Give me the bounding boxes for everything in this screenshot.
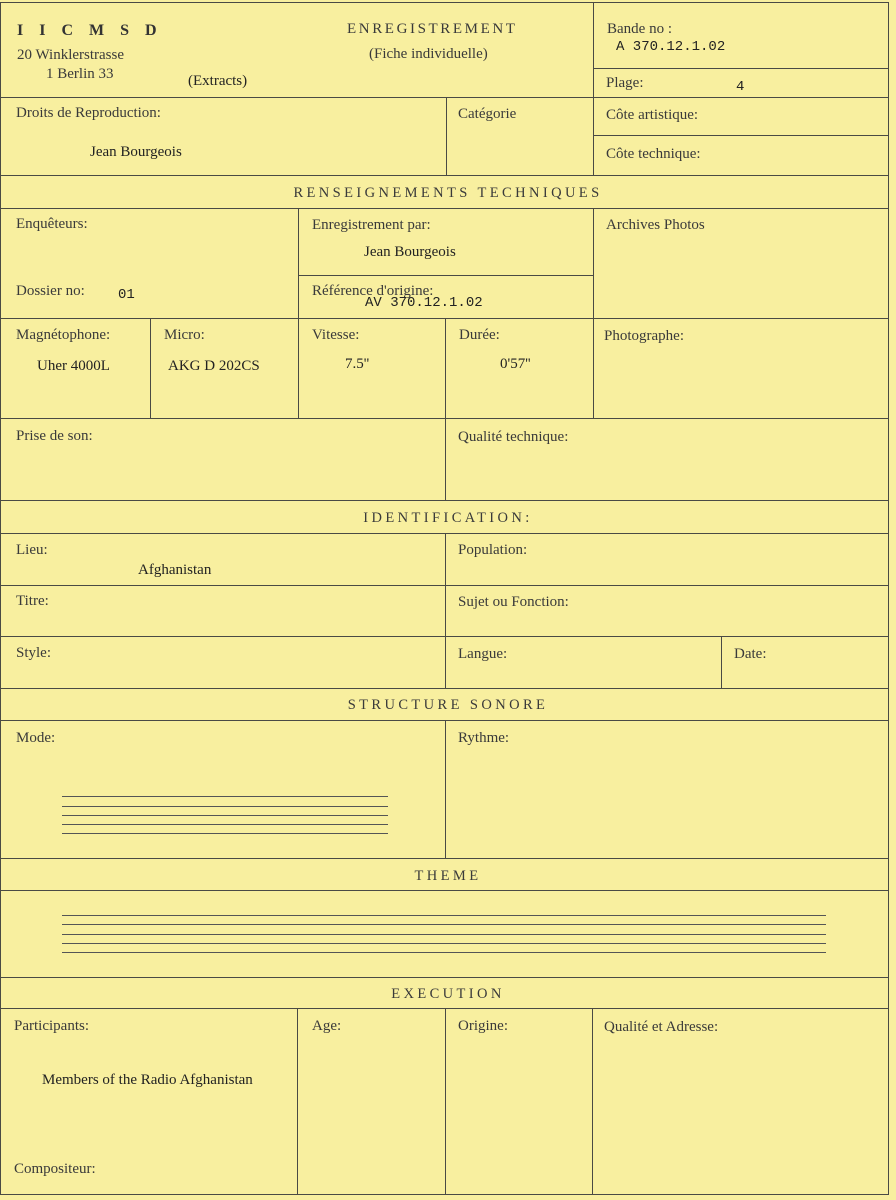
magnetophone-value: Uher 4000L (37, 358, 110, 374)
droits-value: Jean Bourgeois (90, 144, 182, 160)
rule-top (0, 2, 889, 3)
rule-right (888, 2, 889, 1194)
droits-label: Droits de Reproduction: (16, 105, 161, 121)
magnetophone-label: Magnétophone: (16, 327, 111, 343)
address-line-2: 1 Berlin 33 (46, 66, 114, 82)
titre-label: Titre: (16, 593, 49, 609)
rule-tech-title (0, 208, 889, 209)
sujet-label: Sujet ou Fonction: (458, 594, 569, 610)
address-line-1: 20 Winklerstrasse (17, 47, 125, 63)
plage-label: Plage: (606, 75, 644, 91)
style-label: Style: (16, 645, 52, 661)
extracts-note: (Extracts) (188, 73, 248, 89)
section-title-execution: EXECUTION (391, 986, 505, 1002)
rule-theme-bottom (0, 977, 889, 978)
mode-label: Mode: (16, 730, 56, 746)
micro-label: Micro: (164, 327, 205, 343)
rule-mode-bottom (0, 858, 889, 859)
enregistrement-par-label: Enregistrement par: (312, 217, 431, 233)
rule-qualite-adresse-left (592, 1008, 593, 1194)
rule-left (0, 2, 1, 1194)
duree-value: 0'57'' (500, 356, 531, 372)
rule-origine-left (445, 1008, 446, 1194)
participants-label: Participants: (14, 1018, 89, 1034)
rule-qualite-left (445, 418, 446, 500)
rule-header-right (593, 2, 594, 175)
dossier-value: 01 (118, 287, 135, 303)
dossier-label: Dossier no: (16, 283, 85, 299)
compositeur-label: Compositeur: (14, 1161, 96, 1177)
rule-age-left (297, 1008, 298, 1194)
plage-value: 4 (736, 79, 745, 95)
participants-value: Members of the Radio Afghanistan (42, 1072, 253, 1088)
rule-rythme-left (445, 720, 446, 858)
cote-artistique-label: Côte artistique: (606, 107, 699, 123)
rule-categorie-left (446, 97, 447, 175)
rule-date-left (721, 636, 722, 688)
vitesse-value: 7.5'' (345, 356, 370, 372)
photographe-label: Photographe: (604, 328, 684, 344)
rule-theme-title (0, 890, 889, 891)
rule-cote (593, 135, 889, 136)
bande-value: A 370.12.1.02 (616, 39, 726, 55)
rythme-label: Rythme: (458, 730, 510, 746)
rule-ident-mid (445, 533, 446, 688)
rule-enreg-left (298, 208, 299, 418)
vitesse-label: Vitesse: (312, 327, 360, 343)
origine-label: Origine: (458, 1018, 508, 1034)
rule-micro-left (150, 318, 151, 418)
form-subtitle: (Fiche individuelle) (369, 46, 488, 62)
bande-label: Bande no : (607, 21, 672, 37)
duree-label: Durée: (459, 327, 500, 343)
enqueteurs-label: Enquêteurs: (16, 216, 88, 232)
micro-value: AKG D 202CS (168, 358, 260, 374)
rule-rights-bottom (0, 175, 889, 176)
lieu-value: Afghanistan (138, 562, 212, 578)
age-label: Age: (312, 1018, 342, 1034)
categorie-label: Catégorie (458, 106, 517, 122)
prise-de-son-label: Prise de son: (16, 428, 93, 444)
rule-reference (298, 275, 593, 276)
rule-plage (593, 68, 889, 69)
institute-logo: I I C M S D (17, 22, 163, 39)
enregistrement-par-value: Jean Bourgeois (364, 244, 456, 260)
rule-bottom (0, 1194, 889, 1195)
section-title-technical: RENSEIGNEMENTS TECHNIQUES (293, 185, 603, 201)
rule-archives-left (593, 208, 594, 418)
archives-photos-label: Archives Photos (606, 217, 705, 233)
qualite-technique-label: Qualité technique: (458, 429, 569, 445)
reference-label: Référence d'origine: (312, 283, 434, 299)
reference-value: AV 370.12.1.02 (365, 295, 483, 311)
population-label: Population: (458, 542, 528, 558)
rule-style-bottom (0, 688, 889, 689)
section-title-structure: STRUCTURE SONORE (347, 697, 549, 713)
section-title-identification: IDENTIFICATION: (363, 510, 533, 526)
langue-label: Langue: (458, 646, 508, 662)
cote-technique-label: Côte technique: (606, 146, 701, 162)
lieu-label: Lieu: (16, 542, 48, 558)
date-label: Date: (734, 646, 767, 662)
rule-header-bottom (0, 97, 889, 98)
form-title: ENREGISTREMENT (347, 21, 518, 37)
rule-prise-bottom (0, 500, 889, 501)
rule-duree-left (445, 318, 446, 418)
section-title-theme: THEME (414, 868, 482, 884)
qualite-adresse-label: Qualité et Adresse: (604, 1019, 719, 1035)
